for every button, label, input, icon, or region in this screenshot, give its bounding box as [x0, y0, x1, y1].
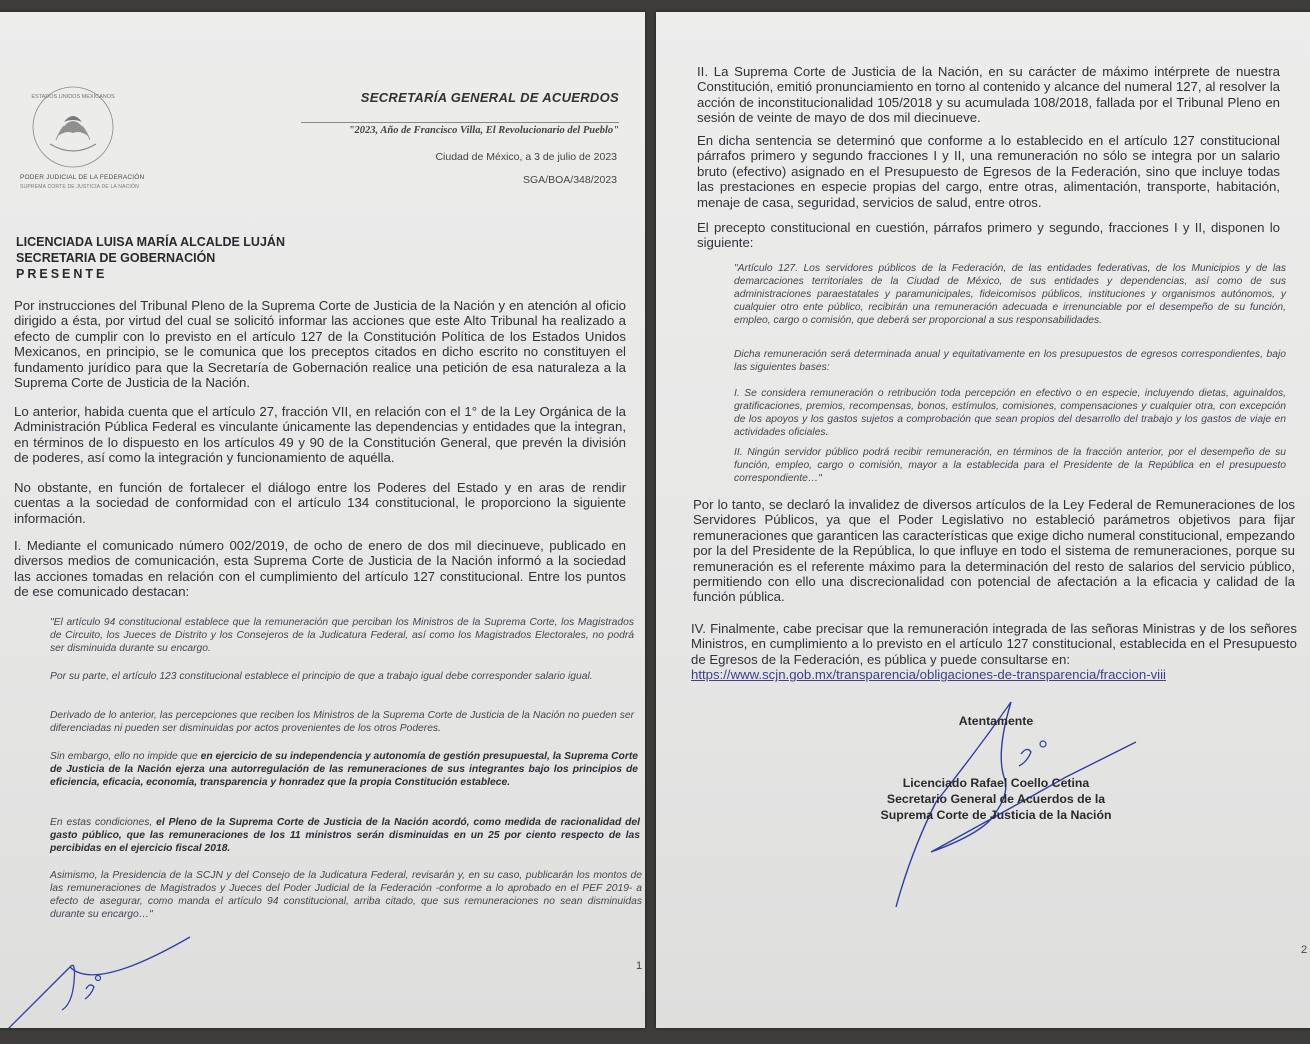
year-motto: "2023, Año de Francisco Villa, El Revolucionario del Pueblo": [301, 122, 619, 136]
quote-remuneration-bases: Dicha remuneración será determinada anual y equitativamente en los presupuestos de egresos correspondientes, bajo las siguientes bases:: [734, 349, 1286, 373]
signer-title-line-2: Suprema Corte de Justicia de la Nación: [880, 808, 1112, 822]
quote-autonomy-bold: en ejercicio de su independencia y autonomía de gestión presupuestal, la Suprema Corte de Justicia de la Nación ejerza una autorregulación de las remuneraciones de sus integrantes bajo los principios de eficiencia, eficacia, economía, transparencia y honradez que la propia Constitución establece.: [50, 751, 638, 788]
quote-presidency: Asimismo, la Presidencia de la SCJN y del Consejo de la Judicatura Federal, revisarán y, en su caso, publicarán los montos de las remuneraciones de Magistrados y Jueces del Poder Judicial de la Federación -conforme a lo aprobado en el PEF 2019- a efecto de asegurar, como manda el artículo 94 constitucional, arriba citado, que sus remuneraciones no sean disminuidas durante su encargo…": [50, 870, 642, 920]
quote-perceptions: Derivado de lo anterior, las percepciones que reciben los Ministros de la Suprema Corte de Justicia de la Nación no pueden ser diferenciadas ni pueden ser disminuidas por actos provenientes de los otros Poderes.: [50, 710, 634, 734]
recipient-block: [16, 234, 285, 282]
seal-text: ESTADOS UNIDOS MEXICANOS: [31, 94, 115, 100]
paragraph-transparency: No obstante, en función de fortalecer el diálogo entre los Poderes del Estado y en aras de rendir cuentas a la sociedad de conformidad con el artículo 134 constitucional, le proporciono la siguiente información.: [14, 480, 626, 526]
judiciary-name: PODER JUDICIAL DE LA FEDERACIÓN: [20, 174, 145, 181]
paragraph-communique: I. Mediante el comunicado número 002/2019, de ocho de enero de dos mil diecinueve, publicado en diversos medios de comunicación, esta Suprema Corte de Justicia de la Nación informó a la sociedad las acciones tomadas en relación con el cumplimiento del artículo 127 constitucional. Entre los puntos de ese comunicado destacan:: [14, 538, 626, 600]
judiciary-subname: SUPREMA CORTE DE JUSTICIA DE LA NACIÓN: [20, 184, 139, 190]
letter-page-1: [0, 12, 645, 1028]
paragraph-precept: El precepto constitucional en cuestión, párrafos primero y segundo, fracciones I y II, disponen lo siguiente:: [697, 220, 1280, 251]
recipient-name: LICENCIADA LUISA MARÍA ALCALDE LUJÁN: [16, 235, 285, 249]
quote-autonomy: [50, 750, 638, 789]
quote-article-127: "Artículo 127. Los servidores públicos de la Federación, de las entidades federativas, de los Municipios y de las demarcaciones territoriales de la Ciudad de México, de sus entidades y dependencias, así como de sus administraciones paraestatales y paramunicipales, fideicomisos públicos, instituciones y organismos autónomos, y cualquier otro ente público, recibirán una remuneración adecuada e irrenunciable por el desempeño de su función, empleo, cargo o comisión, que deberá ser proporcional a sus responsabilidades.: [734, 263, 1286, 326]
letter-date: Ciudad de México, a 3 de julio de 2023: [435, 151, 617, 163]
quote-reduction-bold: el Pleno de la Suprema Corte de Justicia de la Nación acordó, como medida de racionalidad del gasto público, que las remuneraciones de los 11 ministros serán disminuidas en un 25 por ciento respecto de las percibidas en el ejercicio fiscal 2018.: [50, 817, 641, 854]
signer-title-line-1: Secretario General de Acuerdos de la: [886, 792, 1106, 806]
paragraph-ii-interpretation: II. La Suprema Corte de Justicia de la Nación, en su carácter de máximo intérprete de nuestra Constitución, emitió pronunciamiento en torno al contenido y alcance del numeral 127, al resolver la acción de inconstitucionalidad 105/2018 y su acumulada 108/2018, fallada por el Tribunal Pleno en sesión de veinte de mayo de dos mil diecinueve.: [697, 64, 1280, 126]
paragraph-iv-consultation: [691, 621, 1297, 683]
closing-salutation: Atentamente: [958, 714, 1034, 728]
paragraph-iv-text: IV. Finalmente, cabe precisar que la remuneración integrada de las señoras Ministras y de los señores Ministros, en cumplimiento a lo previsto en el artículo 127 constitucional, establecida en el Presupuesto de Egresos de la Federación, es pública y puede consultarse en:: [691, 621, 1297, 667]
quote-reduction-lead: En estas condiciones,: [50, 817, 157, 828]
reference-number: SGA/BOA/348/2023: [523, 174, 617, 186]
signature-initials-page-1: [0, 912, 200, 1028]
signature-block: [796, 713, 1196, 823]
signer-name: Licenciado Rafael Coello Cetina: [902, 776, 1090, 790]
page-number-1: 1: [636, 960, 643, 972]
paragraph-legal-basis: Lo anterior, habida cuenta que el artículo 27, fracción VII, en relación con el 1° de la Ley Orgánica de la Administración Pública Federal es vinculante únicamente las dependencias y entidades que la integran, en términos de lo dispuesto en los artículos 49 y 90 de la Constitución General, que prevén la división de poderes, así como la integración y funcionamiento de aquélla.: [14, 404, 626, 466]
paragraph-intro: Por instrucciones del Tribunal Pleno de la Suprema Corte de Justicia de la Nación y en atención al oficio dirigido a ésta, por virtud del cual se solicitó informar las acciones que este Alto Tribunal ha realizado a efecto de cumplir con lo previsto en el artículo 127 de la Constitución Política de los Estados Unidos Mexicanos, en principio, se le comunica que los preceptos citados en dicho escrito no constituyen el fundamento jurídico para que la Secretaría de Gobernación realice una petición de esa naturaleza a la Suprema Corte de Justicia de la Nación.: [14, 298, 626, 391]
letter-page-2: [656, 12, 1310, 1028]
quote-fraction-ii: II. Ningún servidor público podrá recibir remuneración, en términos de la fracción anterior, por el desempeño de su función, empleo, cargo o comisión, mayor a la establecida para el Presidente de la República en el presupuesto correspondiente…": [734, 447, 1286, 484]
paragraph-sentence: En dicha sentencia se determinó que conforme a lo establecido en el artículo 127 constitucional párrafos primero y segundo fracciones I y II, una remuneración no sólo se integra por un salario bruto (efectivo) asignado en el Presupuesto de Egresos de la Federación, sino que incluye todas las prestaciones en especie propias del cargo, entre otras, alimentación, transporte, habitación, menaje de casa, seguridad, servicios de salud, entre otros.: [697, 133, 1280, 210]
recipient-present: PRESENTE: [16, 267, 108, 281]
quote-article-123: Por su parte, el artículo 123 constitucional establece el principio de que a trabajo igual debe corresponder salario igual.: [50, 671, 593, 682]
page-number-2: 2: [1301, 944, 1308, 956]
paragraph-invalidity: Por lo tanto, se declaró la invalidez de diversos artículos de la Ley Federal de Remuneraciones de los Servidores Públicos, ya que el Poder Legislativo no estableció parámetros objetivos para fijar remuneraciones que garanticen las características que exige dicho numeral constitucional, empezando por la del Presidente de la República, lo que influye en todo el sistema de remuneraciones, porque su remuneración es el referente máximo para la determinación del resto de salarios del servicio público, permitiendo con ello una discrecionalidad con potencial de afectación a la eficacia y calidad de la función pública.: [693, 497, 1295, 605]
quote-fraction-i: I. Se considera remuneración o retribución toda percepción en efectivo o en especie, incluyendo dietas, aguinaldos, gratificaciones, premios, recompensas, bonos, estímulos, comisiones, compensaciones y cualquier otra, con excepción de los apoyos y los gastos sujetos a comprobación que sean propios del desarrollo del trabajo y los gastos de viaje en actividades oficiales.: [734, 388, 1286, 438]
office-heading: SECRETARÍA GENERAL DE ACUERDOS: [360, 90, 619, 105]
mexican-coat-of-arms-seal: [30, 84, 116, 170]
recipient-title: SECRETARIA DE GOBERNACIÓN: [16, 251, 216, 265]
quote-reduction: [50, 816, 640, 855]
transparency-link[interactable]: https://www.scjn.gob.mx/transparencia/obligaciones-de-transparencia/fraccion-viii: [691, 667, 1166, 683]
quote-autonomy-lead: Sin embargo, ello no impide que: [50, 751, 201, 762]
quote-article-94: "El artículo 94 constitucional establece que la remuneración que perciban los Ministros de la Suprema Corte, los Magistrados de Circuito, los Jueces de Distrito y los Consejeros de la Judicatura Federal, así como los Magistrados Electorales, no podrá ser disminuida durante su encargo.: [50, 617, 634, 654]
